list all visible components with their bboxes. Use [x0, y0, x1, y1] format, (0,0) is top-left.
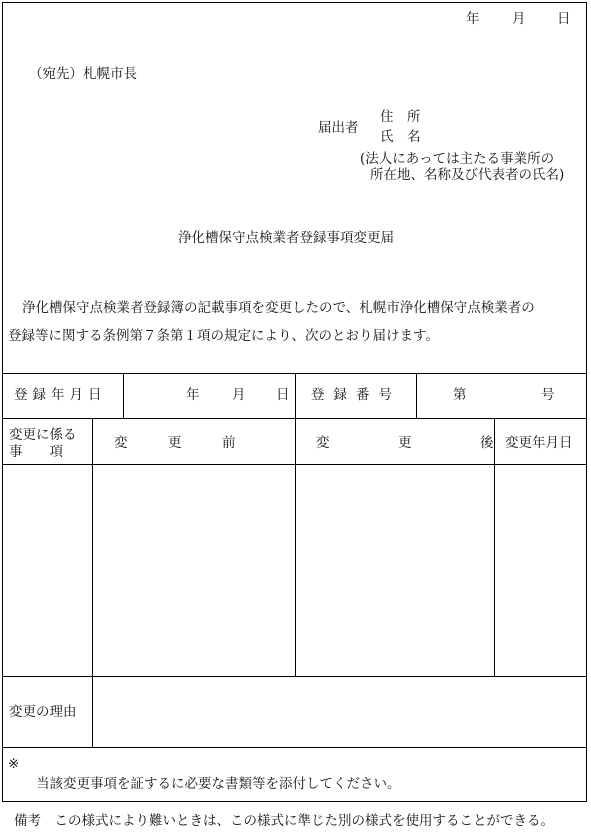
notifier-label: 届出者	[318, 120, 359, 136]
change-date-header: 変更年月日	[505, 435, 573, 451]
after-change-header: 変 更 後	[316, 435, 501, 451]
table-col-divider	[416, 373, 417, 418]
table-col-divider	[494, 418, 495, 676]
changed-item-header-line1: 変更に係る	[9, 427, 77, 443]
corp-note-line2: 所在地、名称及び代表者の氏名)	[370, 167, 565, 183]
changed-item-header-line2: 事 項	[9, 444, 63, 460]
table-row-divider	[2, 676, 587, 677]
table-col-divider	[295, 418, 296, 676]
registration-date-day: 日	[276, 387, 290, 403]
footer-remark: 備考 この様式により難いときは、この様式に準じた別の様式を使用することができる。	[14, 813, 554, 829]
form-title: 浄化槽保守点検業者登録事項変更届	[178, 230, 394, 246]
registration-number-suffix: 号	[541, 387, 555, 403]
table-col-divider	[123, 373, 124, 418]
name-label: 氏 名	[380, 129, 421, 145]
before-change-cell[interactable]	[94, 466, 294, 675]
date-day-label: 日	[557, 11, 571, 27]
date-year-label: 年	[466, 11, 480, 27]
reason-label: 変更の理由	[9, 704, 77, 720]
registration-date-month: 月	[232, 387, 246, 403]
registration-number-prefix: 第	[453, 387, 467, 403]
change-date-cell[interactable]	[496, 466, 585, 675]
registration-number-label: 登録番号	[311, 387, 401, 403]
table-col-divider	[92, 418, 93, 747]
before-change-header: 変 更 前	[114, 435, 236, 451]
date-month-label: 月	[512, 11, 526, 27]
attachment-note: 当該変更事項を証するに必要な書類等を添付してください。	[36, 776, 401, 792]
note-mark: ※	[8, 756, 20, 772]
table-row-divider	[2, 747, 587, 748]
corp-note-line1: (法人にあっては主たる事業所の	[360, 151, 555, 167]
address-label: 住 所	[380, 109, 421, 125]
reason-cell[interactable]	[94, 678, 585, 746]
changed-item-cell[interactable]	[4, 466, 91, 675]
after-change-cell[interactable]	[297, 466, 493, 675]
registration-date-label: 登録年月日	[14, 387, 107, 403]
addressee: （宛先）札幌市長	[29, 66, 137, 82]
body-text-line2: 登録等に関する条例第７条第１項の規定により、次のとおり届けます。	[8, 328, 439, 344]
table-col-divider	[295, 373, 296, 418]
body-text-line1: 浄化槽保守点検業者登録簿の記載事項を変更したので、札幌市浄化槽保守点検業者の	[22, 300, 535, 316]
registration-date-year: 年	[186, 387, 200, 403]
